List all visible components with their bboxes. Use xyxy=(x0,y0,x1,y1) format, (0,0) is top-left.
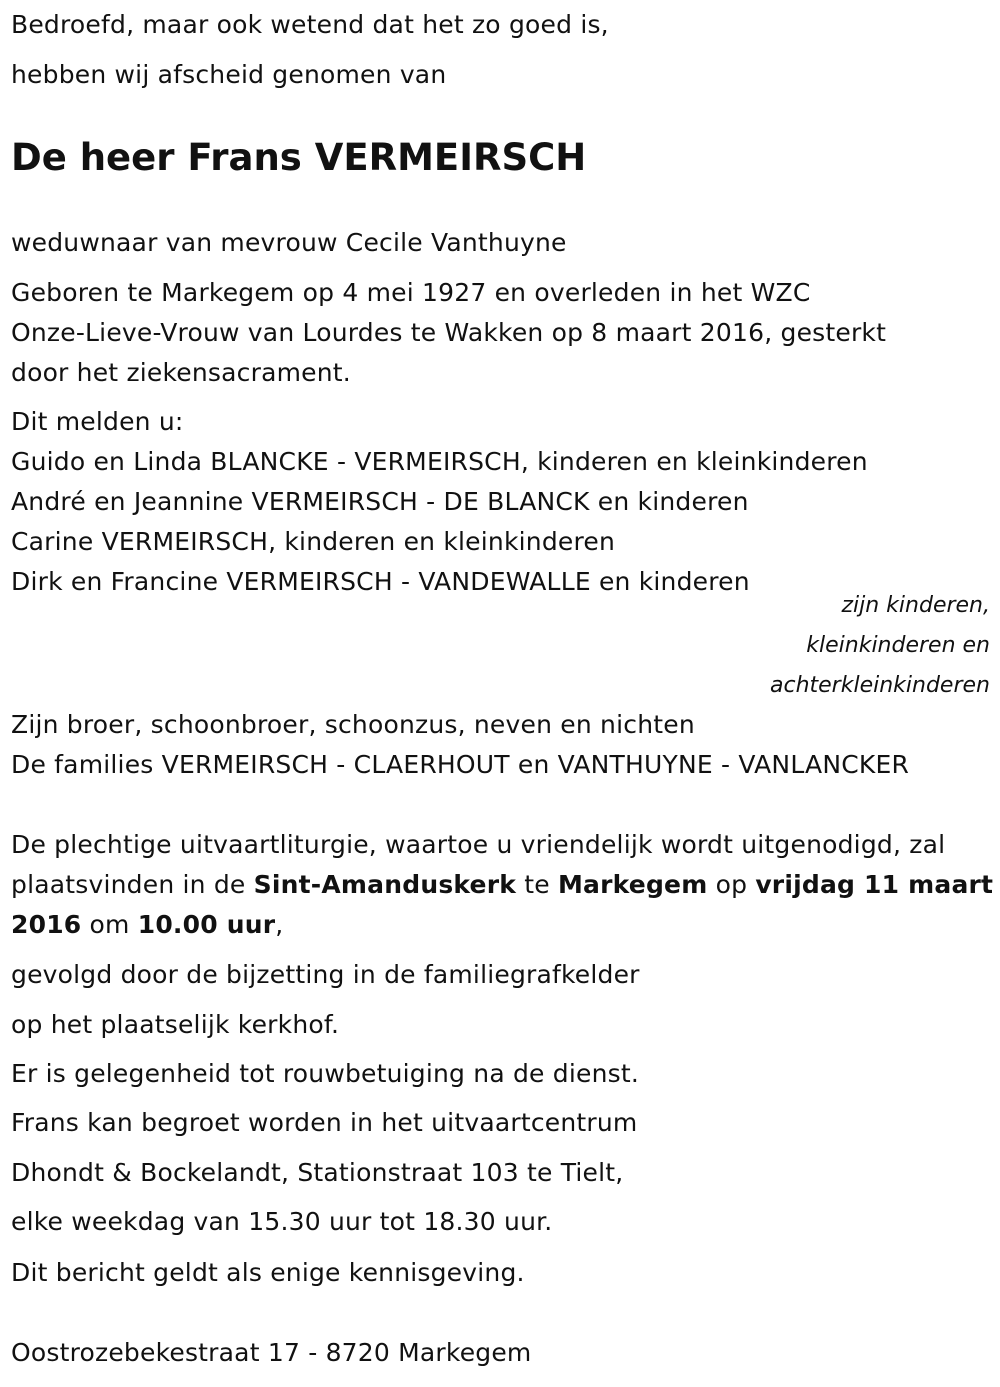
intro-line-2: hebben wij afscheid genomen van xyxy=(11,60,447,89)
notice-line: Dit bericht geldt als enige kennisgeving. xyxy=(11,1258,525,1287)
condolence-line: Er is gelegenheid tot rouwbetuiging na de dienst. xyxy=(11,1059,640,1088)
announcers-heading: Dit melden u: xyxy=(11,407,184,436)
intro-line-1: Bedroefd, maar ook wetend dat het zo goed is, xyxy=(11,10,609,39)
deceased-name: De heer Frans VERMEIRSCH xyxy=(11,136,587,179)
funeral-home-line: Dhondt & Bockelandt, Stationstraat 103 te Tielt, xyxy=(11,1158,624,1187)
family-line: Guido en Linda BLANCKE - VERMEIRSCH, kinderen en kleinkinderen xyxy=(11,447,868,476)
visitation-line: Frans kan begroet worden in het uitvaartcentrum xyxy=(11,1108,638,1137)
funeral-year: 2016 xyxy=(11,910,82,939)
funeral-line-1: De plechtige uitvaartliturgie, waartoe u vriendelijk wordt uitgenodigd, zal xyxy=(11,830,946,859)
relation-line: zijn kinderen, xyxy=(841,593,990,618)
birth-death-line-2: Onze-Lieve-Vrouw van Lourdes te Wakken op 8 maart 2016, gesterkt xyxy=(11,318,887,347)
funeral-time: 10.00 uur xyxy=(137,910,276,939)
widower-line: weduwnaar van mevrouw Cecile Vanthuyne xyxy=(11,228,567,257)
others-line: De families VERMEIRSCH - CLAERHOUT en VANTHUYNE - VANLANCKER xyxy=(11,750,910,779)
visiting-hours-line: elke weekdag van 15.30 uur tot 18.30 uur. xyxy=(11,1207,553,1236)
burial-line: gevolgd door de bijzetting in de familiegrafkelder xyxy=(11,960,640,989)
relation-line: achterkleinkinderen xyxy=(770,673,990,698)
cemetery-line: op het plaatselijk kerkhof. xyxy=(11,1010,340,1039)
church-name: Sint-Amanduskerk xyxy=(253,870,517,899)
family-line: André en Jeannine VERMEIRSCH - DE BLANCK en kinderen xyxy=(11,487,749,516)
funeral-line-3: 2016 om 10.00 uur, xyxy=(11,910,284,939)
family-line: Dirk en Francine VERMEIRSCH - VANDEWALLE en kinderen xyxy=(11,567,750,596)
funeral-line-2: plaatsvinden in de Sint-Amanduskerk te Markegem op vrijdag 11 maart xyxy=(11,870,994,899)
town-name: Markegem xyxy=(557,870,708,899)
birth-death-line-1: Geboren te Markegem op 4 mei 1927 en overleden in het WZC xyxy=(11,278,811,307)
others-line: Zijn broer, schoonbroer, schoonzus, neven en nichten xyxy=(11,710,695,739)
family-line: Carine VERMEIRSCH, kinderen en kleinkinderen xyxy=(11,527,616,556)
birth-death-line-3: door het ziekensacrament. xyxy=(11,358,351,387)
funeral-date: vrijdag 11 maart xyxy=(755,870,994,899)
address-line: Oostrozebekestraat 17 - 8720 Markegem xyxy=(11,1338,532,1367)
relation-line: kleinkinderen en xyxy=(806,633,990,658)
